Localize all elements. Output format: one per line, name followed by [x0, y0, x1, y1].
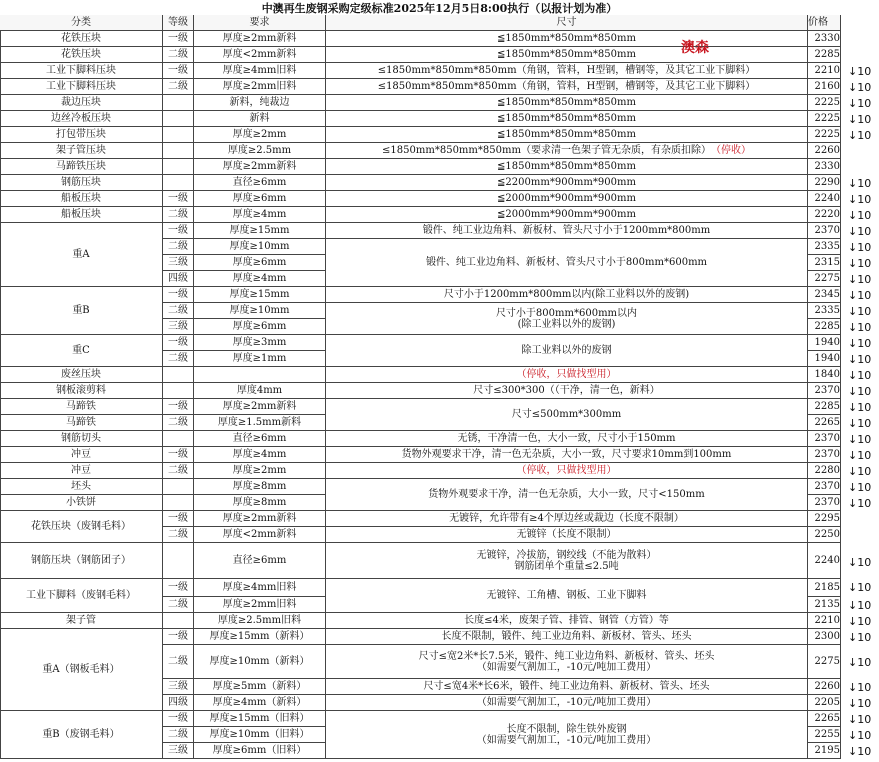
heavy-b-category: 重B: [0, 287, 163, 335]
row-requirement: 厚度≥2mm新料: [194, 159, 326, 175]
header-price: 价格: [808, 15, 841, 31]
row-requirement: 厚度≥2.5mm: [194, 143, 326, 159]
horseshoe-grade: 二级: [163, 415, 194, 431]
heavy-a-scrap-grade: 二级: [163, 645, 194, 679]
horseshoe-size: 尺寸≤500mm*300mm: [326, 399, 808, 431]
rebar-ball-price: 2240: [808, 543, 841, 579]
scaffold-size: 长度≤4米，废架子管、排管、钢管（方管）等: [326, 613, 808, 629]
row-category: 架子管压块: [0, 143, 163, 159]
industrial-scrap-category: 工业下脚料（废钢毛料）: [0, 579, 163, 613]
heavy-c-size: 除工业料以外的废钢: [326, 335, 808, 367]
row-requirement: 新料: [194, 111, 326, 127]
row-size: ≤1850mm*850mm*850mm（角钢，管料，H型钢，槽钢等，及其它工业下脚料）: [326, 63, 808, 79]
scaffold-price: 2210: [808, 613, 841, 629]
horseshoe-category: 马蹄铁: [0, 399, 163, 415]
punch-price: 2280: [808, 463, 841, 479]
row-grade: 二级: [163, 207, 194, 223]
row-category: 工业下脚料压块: [0, 63, 163, 79]
row-category: 废丝压块: [0, 367, 163, 383]
rebar-cut-size: 无锈，干净清一色，大小一致，尺寸小于150mm: [326, 431, 808, 447]
row-price: 2220: [808, 207, 841, 223]
heavy-c-price: 1940: [808, 335, 841, 351]
row-category: 船板压块: [0, 207, 163, 223]
small-cake-category: 小铁饼: [0, 495, 163, 511]
rebar-ball-category: 钢筋压块（钢筋团子）: [0, 543, 163, 579]
heavy-a-scrap-price: 2205: [808, 695, 841, 711]
row-grade: [163, 143, 194, 159]
price-change-badge: ↓10: [848, 289, 872, 302]
heavy-a-scrap-size-2-line-2: （如需要气割加工，-10元/吨加工费用）: [476, 661, 657, 673]
heavy-a-grade: 四级: [163, 271, 194, 287]
price-change-badge: ↓10: [848, 321, 872, 334]
row-grade: 二级: [163, 79, 194, 95]
rebar-cut-requirement: 直径≥6mm: [194, 431, 326, 447]
rebar-cut-price: 2370: [808, 431, 841, 447]
billet-price: 2370: [808, 479, 841, 495]
industrial-scrap-requirement: 厚度≥2mm旧料: [194, 597, 326, 613]
row-price: 2290: [808, 175, 841, 191]
row-price: 2285: [808, 47, 841, 63]
price-change-badge: ↓10: [848, 433, 872, 446]
row-size: ≦2000mm*900mm*900mm: [326, 191, 808, 207]
industrial-scrap-size: 无镀锌、工角槽、钢板、工业下脚料: [326, 579, 808, 613]
row-category: 船板压块: [0, 191, 163, 207]
heavy-b-scrap-grade: 一级: [163, 711, 194, 727]
price-change-badge: ↓10: [848, 497, 872, 510]
row-price: 1840: [808, 367, 841, 383]
row-price: 2260: [808, 143, 841, 159]
industrial-scrap-grade: 二级: [163, 597, 194, 613]
row-requirement: 厚度≥4mm旧料: [194, 63, 326, 79]
rebar-ball-size-line-1: 无镀锌，冷拔筋，钢绞线（不能为散料）: [476, 549, 657, 561]
row-grade: [163, 95, 194, 111]
heavy-a-price: 2335: [808, 239, 841, 255]
row-price: 2330: [808, 31, 841, 47]
row-grade: 一级: [163, 191, 194, 207]
row-grade: [163, 367, 194, 383]
row-requirement: [194, 367, 326, 383]
billet-grade: [163, 479, 194, 495]
price-change-badge: ↓10: [848, 81, 872, 94]
row-size-note: （停收）: [710, 145, 751, 156]
heavy-b-scrap-grade: 二级: [163, 727, 194, 743]
heavy-b-size-2: [326, 303, 808, 335]
punch-grade: 二级: [163, 463, 194, 479]
heavy-b-scrap-requirement: 厚度≥15mm（旧料）: [194, 711, 326, 727]
heavy-a-scrap-category: 重A（钢板毛料）: [0, 629, 163, 711]
row-requirement: 厚度≥2mm新料: [194, 31, 326, 47]
row-size: [326, 143, 808, 159]
row-price: 2225: [808, 127, 841, 143]
row-grade: 二级: [163, 47, 194, 63]
heavy-b-scrap-price: 2265: [808, 711, 841, 727]
row-requirement: 厚度4mm: [194, 383, 326, 399]
heavy-b-size-1: 尺寸小于1200mm*800mm以内(除工业料以外的废钢): [326, 287, 808, 303]
billet-size: 货物外观要求干净，清一色无杂质，大小一致，尺寸<150mm: [326, 479, 808, 511]
industrial-scrap-price: 2135: [808, 597, 841, 613]
heavy-b-grade: 二级: [163, 303, 194, 319]
row-category: 工业下脚料压块: [0, 79, 163, 95]
heavy-a-size-2: 锻件、纯工业边角料、新板材、管头尺寸小于800mm*600mm: [326, 239, 808, 287]
price-change-badge: ↓10: [848, 241, 872, 254]
flower-scrap-requirement: 厚度≥2mm新料: [194, 511, 326, 527]
price-change-badge: ↓10: [848, 656, 872, 669]
flower-scrap-requirement: 厚度<2mm新料: [194, 527, 326, 543]
row-price: 2160: [808, 79, 841, 95]
industrial-scrap-requirement: 厚度≥4mm旧料: [194, 579, 326, 597]
price-change-badge: ↓10: [848, 129, 872, 142]
row-grade: [163, 159, 194, 175]
price-change-badge: ↓10: [848, 257, 872, 270]
heavy-b-scrap-size-line-2: （如需要气割加工，-10元/吨加工费用）: [476, 734, 657, 746]
price-change-badge: ↓10: [848, 599, 872, 612]
row-size: ≦1850mm*850mm*850mm: [326, 159, 808, 175]
row-price: 2225: [808, 111, 841, 127]
flower-scrap-price: 2295: [808, 511, 841, 527]
row-size: ≦1850mm*850mm*850mm: [326, 111, 808, 127]
heavy-b-scrap-grade: 三级: [163, 743, 194, 759]
heavy-c-category: 重C: [0, 335, 163, 367]
price-change-badge: ↓10: [848, 681, 872, 694]
heavy-a-grade: 二级: [163, 239, 194, 255]
heavy-a-scrap-size-4: （如需要气割加工，-10元/吨加工费用）: [326, 695, 808, 711]
row-size: ≦1850mm*850mm*850mm: [326, 95, 808, 111]
rebar-cut-grade: [163, 431, 194, 447]
heavy-a-grade: 一级: [163, 223, 194, 239]
row-grade: [163, 175, 194, 191]
heavy-b-scrap-price: 2255: [808, 727, 841, 743]
price-change-badge: ↓10: [848, 369, 872, 382]
heavy-b-price: 2345: [808, 287, 841, 303]
flower-scrap-size: 无镀锌（长度不限制）: [326, 527, 808, 543]
heavy-b-grade: 三级: [163, 319, 194, 335]
heavy-b-scrap-size-line-1: 长度不限制，除生铁外废钢: [506, 723, 627, 735]
row-category: 打包带压块: [0, 127, 163, 143]
row-category: 钢筋压块: [0, 175, 163, 191]
flower-scrap-category: 花铁压块（废钢毛料）: [0, 511, 163, 543]
heavy-a-scrap-price: 2300: [808, 629, 841, 645]
heavy-c-requirement: 厚度≥1mm: [194, 351, 326, 367]
heavy-b-grade: 一级: [163, 287, 194, 303]
billet-requirement: 厚度≥8mm: [194, 495, 326, 511]
industrial-scrap-grade: 一级: [163, 579, 194, 597]
row-grade: [163, 127, 194, 143]
heavy-a-requirement: 厚度≥15mm: [194, 223, 326, 239]
scaffold-requirement: 厚度≥2.5mm旧料: [194, 613, 326, 629]
price-change-badge: ↓10: [848, 465, 872, 478]
price-change-badge: ↓10: [848, 481, 872, 494]
row-category: 钢板滚剪料: [0, 383, 163, 399]
heavy-b-requirement: 厚度≥15mm: [194, 287, 326, 303]
price-change-badge: ↓10: [848, 697, 872, 710]
header-size: 尺寸: [326, 15, 808, 31]
horseshoe-price: 2265: [808, 415, 841, 431]
punch-requirement: 厚度≥4mm: [194, 447, 326, 463]
row-category: 花铁压块: [0, 31, 163, 47]
billet-grade: [163, 495, 194, 511]
heavy-a-scrap-requirement: 厚度≥4mm（新料）: [194, 695, 326, 711]
industrial-scrap-price: 2185: [808, 579, 841, 597]
row-price: 2370: [808, 383, 841, 399]
billet-requirement: 厚度≥8mm: [194, 479, 326, 495]
heavy-a-scrap-price: 2275: [808, 645, 841, 679]
heavy-b-requirement: 厚度≥6mm: [194, 319, 326, 335]
heavy-a-grade: 三级: [163, 255, 194, 271]
row-requirement: 厚度<2mm新料: [194, 47, 326, 63]
flower-scrap-price: 2250: [808, 527, 841, 543]
price-change-badge: ↓10: [848, 745, 872, 758]
row-size: （停收，只做找型用）: [326, 367, 808, 383]
row-price: 2240: [808, 191, 841, 207]
row-price: 2210: [808, 63, 841, 79]
price-change-badge: ↓10: [848, 449, 872, 462]
heavy-a-scrap-grade: 一级: [163, 629, 194, 645]
flower-scrap-grade: 二级: [163, 527, 194, 543]
heavy-b-scrap-category: 重B（废钢毛料）: [0, 711, 163, 759]
price-change-badge: ↓10: [848, 631, 872, 644]
heavy-a-scrap-price: 2260: [808, 679, 841, 695]
punch-size: （停收，只做找型用）: [326, 463, 808, 479]
heavy-c-grade: 一级: [163, 335, 194, 351]
billet-category: 坯头: [0, 479, 163, 495]
price-change-badge: ↓10: [848, 65, 872, 78]
header-grade: 等级: [163, 15, 194, 31]
heavy-a-category: 重A: [0, 223, 163, 287]
horseshoe-price: 2285: [808, 399, 841, 415]
price-change-badge: ↓10: [848, 729, 872, 742]
row-category: 边丝冷板压块: [0, 111, 163, 127]
row-requirement: 新料，纯裁边: [194, 95, 326, 111]
punch-size: 货物外观要求干净，清一色无杂质，大小一致，尺寸要求10mm到100mm: [326, 447, 808, 463]
heavy-a-scrap-size-2-line-1: 尺寸≤宽2米*长7.5米，锻件、纯工业边角料、新板材、管头、坯头: [418, 650, 715, 662]
rebar-ball-size: [326, 543, 808, 579]
heavy-c-grade: 二级: [163, 351, 194, 367]
row-requirement: 厚度≥6mm: [194, 191, 326, 207]
heavy-a-requirement: 厚度≥4mm: [194, 271, 326, 287]
row-requirement: 厚度≥2mm: [194, 127, 326, 143]
heavy-a-scrap-requirement: 厚度≥15mm（新料）: [194, 629, 326, 645]
heavy-a-price: 2275: [808, 271, 841, 287]
heavy-b-scrap-requirement: 厚度≥6mm（旧料）: [194, 743, 326, 759]
price-change-badge: ↓10: [848, 337, 872, 350]
heavy-a-requirement: 厚度≥10mm: [194, 239, 326, 255]
heavy-b-price: 2285: [808, 319, 841, 335]
watermark-text: 澳森: [681, 40, 709, 56]
row-grade: 一级: [163, 63, 194, 79]
row-requirement: 直径≥6mm: [194, 175, 326, 191]
price-change-badge: ↓10: [848, 615, 872, 628]
rebar-cut-category: 钢筋切头: [0, 431, 163, 447]
row-size: ≦1850mm*850mm*850mm: [326, 47, 808, 63]
row-size-main: ≤1850mm*850mm*850mm（要求清一色架子管无杂质，有杂质扣除）: [382, 145, 711, 156]
billet-price: 2370: [808, 495, 841, 511]
punch-category: 冲豆: [0, 447, 163, 463]
heavy-a-price: 2370: [808, 223, 841, 239]
price-change-badge: ↓10: [848, 401, 872, 414]
flower-scrap-grade: 一级: [163, 511, 194, 527]
row-grade: [163, 383, 194, 399]
row-size: ≤1850mm*850mm*850mm（角钢，管料，H型钢，槽钢等，及其它工业下脚料）: [326, 79, 808, 95]
horseshoe-requirement: 厚度≥1.5mm新料: [194, 415, 326, 431]
heavy-a-scrap-size-3: 尺寸≤宽4米*长6米，锻件、纯工业边角料、新板材、管头、坯头: [326, 679, 808, 695]
punch-requirement: 厚度≥2mm: [194, 463, 326, 479]
heavy-a-size-1: 锻件、纯工业边角料、新板材、管头尺寸小于1200mm*800mm: [326, 223, 808, 239]
row-requirement: 厚度≥2mm旧料: [194, 79, 326, 95]
price-change-badge: ↓10: [848, 581, 872, 594]
price-change-badge: ↓10: [848, 193, 872, 206]
price-change-badge: ↓10: [848, 113, 872, 126]
row-grade: 一级: [163, 31, 194, 47]
heavy-a-scrap-size-1: 长度不限制，锻件、纯工业边角料、新板材、管头、坯头: [326, 629, 808, 645]
price-change-badge: ↓10: [848, 225, 872, 238]
rebar-ball-size-line-2: 钢筋团单个重量≤2.5吨: [514, 560, 619, 572]
horseshoe-requirement: 厚度≥2mm新料: [194, 399, 326, 415]
heavy-a-scrap-grade: 四级: [163, 695, 194, 711]
scaffold-category: 架子管: [0, 613, 163, 629]
price-change-badge: ↓10: [848, 273, 872, 286]
heavy-a-requirement: 厚度≥6mm: [194, 255, 326, 271]
heavy-b-price: 2335: [808, 303, 841, 319]
horseshoe-grade: 一级: [163, 399, 194, 415]
heavy-b-size-2-line-2: (除工业料以外的废钢): [517, 318, 616, 330]
price-change-badge: ↓10: [848, 713, 872, 726]
heavy-c-price: 1940: [808, 351, 841, 367]
price-change-badge: ↓10: [848, 305, 872, 318]
header-category: 分类: [0, 15, 163, 31]
punch-category: 冲豆: [0, 463, 163, 479]
heavy-c-requirement: 厚度≥3mm: [194, 335, 326, 351]
heavy-a-price: 2315: [808, 255, 841, 271]
row-requirement: 厚度≥4mm: [194, 207, 326, 223]
row-size: ≦1850mm*850mm*850mm: [326, 127, 808, 143]
punch-price: 2370: [808, 447, 841, 463]
flower-scrap-size: 无镀锌，允许带有≥4个厚边丝或裁边（长度不限制）: [326, 511, 808, 527]
scaffold-grade: [163, 613, 194, 629]
rebar-ball-grade: [163, 543, 194, 579]
row-price: 2225: [808, 95, 841, 111]
price-change-badge: ↓10: [848, 353, 872, 366]
price-change-badge: ↓10: [848, 177, 872, 190]
heavy-b-requirement: 厚度≥10mm: [194, 303, 326, 319]
heavy-b-scrap-price: 2195: [808, 743, 841, 759]
heavy-b-scrap-requirement: 厚度≥10mm（旧料）: [194, 727, 326, 743]
row-size: ≦2000mm*900mm*900mm: [326, 207, 808, 223]
heavy-a-scrap-requirement: 厚度≥5mm（新料）: [194, 679, 326, 695]
price-change-badge: ↓10: [848, 97, 872, 110]
price-change-badge: ↓10: [848, 209, 872, 222]
sheet-title: 中澳再生废钢采购定级标准2025年12月5日8:00执行（以报计划为准）: [261, 1, 618, 15]
header-requirement: 要求: [194, 15, 326, 31]
price-change-badge: ↓10: [848, 385, 872, 398]
heavy-a-scrap-size-2: [326, 645, 808, 679]
row-size: ≦2200mm*900mm*900mm: [326, 175, 808, 191]
heavy-b-size-2-line-1: 尺寸小于800mm*600mm以内: [495, 307, 638, 319]
heavy-a-scrap-grade: 三级: [163, 679, 194, 695]
heavy-a-scrap-requirement: 厚度≥10mm（新料）: [194, 645, 326, 679]
punch-grade: 一级: [163, 447, 194, 463]
row-size: 尺寸≤300*300（（干净，清一色，新料）: [326, 383, 808, 399]
row-category: 裁边压块: [0, 95, 163, 111]
price-change-badge: ↓10: [848, 556, 872, 569]
heavy-b-scrap-size: [326, 711, 808, 759]
row-size: ≦1850mm*850mm*850mm: [326, 31, 808, 47]
row-grade: [163, 111, 194, 127]
price-change-badge: ↓10: [848, 417, 872, 430]
row-category: 马蹄铁压块: [0, 159, 163, 175]
rebar-ball-requirement: 直径≥6mm: [194, 543, 326, 579]
row-price: 2330: [808, 159, 841, 175]
horseshoe-category: 马蹄铁: [0, 415, 163, 431]
row-category: 花铁压块: [0, 47, 163, 63]
